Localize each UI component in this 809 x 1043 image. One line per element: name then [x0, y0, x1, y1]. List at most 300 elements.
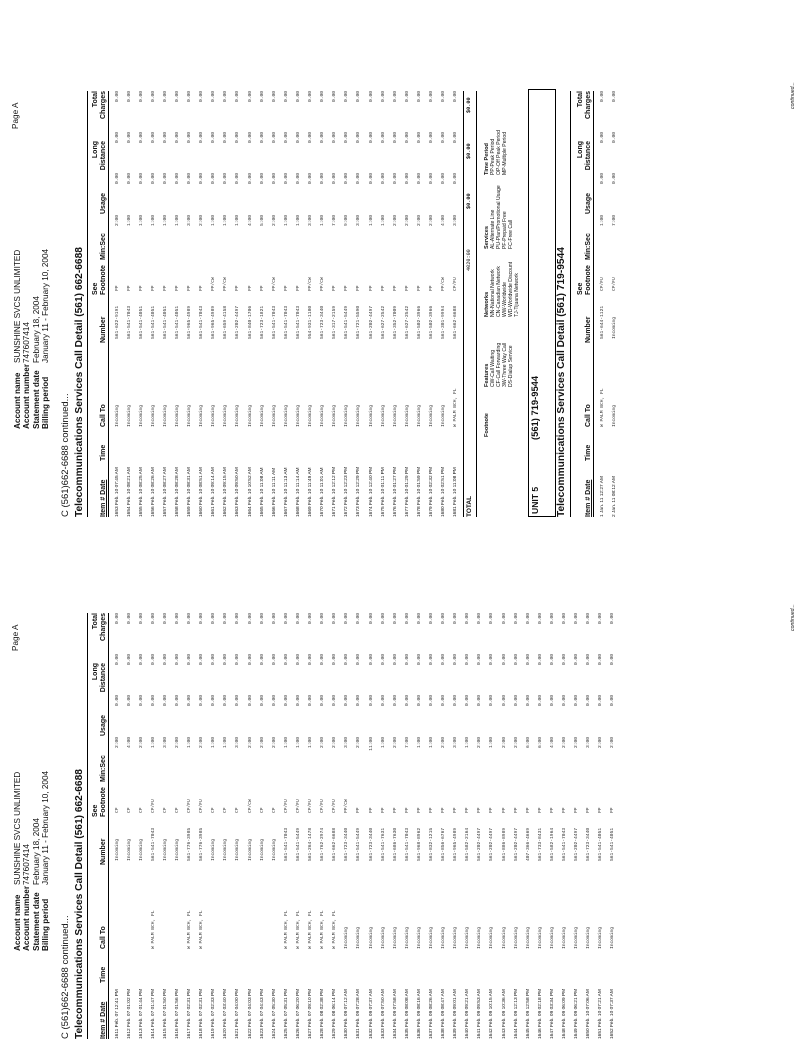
section-head: C (561)662-6688 continued... [60, 915, 71, 1039]
call-cell: 0.00 [138, 654, 144, 666]
call-cell: 3:00 [586, 737, 592, 749]
call-cell: 0.00 [489, 654, 495, 666]
call-cell: 0.00 [465, 613, 471, 625]
call-cell: 0.00 [259, 91, 265, 103]
call-row [329, 91, 341, 517]
call-cell: 561-762-2974 [320, 827, 326, 861]
call-cell: 561-352-7009 [392, 305, 398, 339]
call-cell: 1663 Feb. 10 09:50 AM [235, 467, 241, 517]
unit-section-title: Telecommunications Services Call Detail (561) 719-9544 [556, 247, 567, 517]
call-cell: 1:00 [150, 215, 156, 227]
call-cell: 1630 Feb. 09 07:12 AM [344, 989, 350, 1039]
call-cell: 2:00 [259, 737, 265, 749]
call-row [147, 91, 159, 517]
col-item-date: Item # Date [585, 479, 592, 517]
call-cell: 1634 Feb. 09 07:58 AM [392, 989, 398, 1039]
call-cell: PP/CW [211, 277, 217, 291]
call-cell: 2:00 [247, 737, 253, 749]
call-row [244, 613, 256, 1039]
total-long-distance: $0.00 [466, 143, 472, 159]
call-cell: 1:00 [235, 215, 241, 227]
call-cell: 1:00 [428, 737, 434, 749]
col-number: Number [100, 838, 107, 865]
call-cell: 0.00 [549, 613, 555, 625]
call-cell: W PALM BCH, FL [150, 910, 156, 949]
call-cell: 1623 Feb. 07 04:43 PM [259, 988, 265, 1039]
call-cell: 561-965-4989 [211, 305, 217, 339]
call-cell [171, 861, 183, 949]
call-cell: 0.00 [404, 132, 410, 144]
call-row [389, 613, 401, 1039]
call-cell: 561-202-4497 [235, 305, 241, 339]
call-cell: 0.00 [537, 654, 543, 666]
call-cell: 2:00 [416, 215, 422, 227]
call-row [450, 91, 462, 517]
call-row [256, 91, 268, 517]
call-cell: 0.00 [259, 132, 265, 144]
call-cell: PP [477, 807, 483, 813]
call-row [522, 613, 534, 1039]
call-cell: 1661 Feb. 10 09:14 AM [211, 467, 217, 517]
call-cell: Incoming [477, 926, 483, 949]
call-cell: 1668 Feb. 10 11:14 AM [295, 467, 301, 517]
call-row [232, 91, 244, 517]
call-cell: 4:00 [247, 215, 253, 227]
call-cell: Incoming [259, 404, 265, 427]
call-cell: 0.00 [344, 173, 350, 185]
call-cell: 0.00 [441, 613, 447, 625]
call-cell: 0.00 [428, 173, 434, 185]
call-cell: 0.00 [428, 132, 434, 144]
call-cell: 1611 Feb. 07 12:41 PM [114, 989, 120, 1039]
call-row [208, 91, 220, 517]
call-cell: CP/CW [247, 799, 253, 813]
call-cell: 0.00 [549, 654, 555, 666]
call-cell: PP [247, 285, 253, 291]
call-cell: 4:00 [441, 215, 447, 227]
col-call-to: Call To [100, 926, 107, 949]
call-cell: PP [235, 285, 241, 291]
call-row [280, 613, 292, 1039]
call-cell: 0.00 [368, 91, 374, 103]
call-cell: 0.00 [368, 695, 374, 707]
call-cell: 0.00 [416, 654, 422, 666]
call-cell: 0.00 [199, 613, 205, 625]
total-row [464, 91, 475, 517]
call-cell: CP [138, 807, 144, 813]
call-cell: 0.00 [453, 613, 459, 625]
call-cell: Incoming [392, 926, 398, 949]
call-cell: Incoming [428, 404, 434, 427]
call-cell: 1625 Feb. 07 05:31 PM [283, 988, 289, 1039]
call-cell: Incoming [223, 838, 229, 861]
call-cell: 1 Jan. 11 12:27 AM [599, 476, 605, 517]
call-cell: 1:00 [138, 215, 144, 227]
call-cell: Incoming [175, 838, 181, 861]
call-cell [159, 861, 171, 949]
call-cell: 1642 Feb. 09 10:15 AM [489, 989, 495, 1039]
statement-date-label: Statement date [31, 892, 41, 951]
title-rule [87, 91, 88, 517]
col-footnote: See Footnote [92, 787, 107, 817]
call-cell: 0.00 [223, 132, 229, 144]
call-cell: 0.00 [513, 695, 519, 707]
call-cell: 0.00 [344, 613, 350, 625]
call-cell: 561-541-4051 [138, 305, 144, 339]
header-rule [108, 613, 109, 1039]
call-cell: 3:00 [162, 737, 168, 749]
call-cell: 1631 Feb. 09 07:28 AM [356, 989, 362, 1039]
call-row [558, 613, 570, 1039]
call-cell: 0.00 [562, 613, 568, 625]
call-row [292, 91, 304, 517]
call-cell: 0.00 [598, 613, 604, 625]
call-row [184, 91, 196, 517]
title-rule [87, 613, 88, 1039]
call-cell [268, 861, 280, 949]
call-cell: 561-202-4497 [477, 827, 483, 861]
call-row [196, 91, 208, 517]
call-cell: Incoming [380, 926, 386, 949]
unit-title-rule [570, 91, 571, 517]
call-cell: Incoming [138, 838, 144, 861]
call-cell: 1616 Feb. 07 01:56 PM [175, 988, 181, 1039]
call-row [377, 613, 389, 1039]
call-cell: PP [513, 807, 519, 813]
call-row [220, 91, 232, 517]
call-cell: CP [211, 807, 217, 813]
call-cell: 0.00 [489, 613, 495, 625]
call-cell: 0.00 [187, 654, 193, 666]
call-cell: 0.00 [611, 91, 617, 103]
call-cell: 9:00 [344, 215, 350, 227]
call-cell: 0.00 [525, 654, 531, 666]
call-cell: PP [404, 807, 410, 813]
call-cell: 0.00 [138, 132, 144, 144]
call-cell: 1645 Feb. 09 12:58 PM [525, 988, 531, 1039]
call-cell: 1:00 [320, 215, 326, 227]
call-cell: 0.00 [598, 654, 604, 666]
call-cell: 0.00 [247, 173, 253, 185]
call-cell: 0.00 [392, 695, 398, 707]
continued-label: continued... [790, 604, 796, 631]
call-cell: 0.00 [211, 173, 217, 185]
call-cell: 561-541-7043 [295, 305, 301, 339]
call-row [171, 91, 183, 517]
call-cell: Incoming [308, 404, 314, 427]
call-cell: 0.00 [175, 654, 181, 666]
call-cell: 0.00 [525, 613, 531, 625]
call-cell: 0.00 [598, 695, 604, 707]
account-number-value: 747607414 [22, 322, 32, 363]
call-cell: 1633 Feb. 09 07:50 AM [380, 989, 386, 1039]
call-cell: CP [235, 807, 241, 813]
call-cell: 1636 Feb. 09 08:16 AM [416, 989, 422, 1039]
call-cell: 0.00 [380, 173, 386, 185]
call-cell: 1:00 [175, 215, 181, 227]
call-cell: PP [295, 285, 301, 291]
call-cell: 561-582-1964 [549, 827, 555, 861]
call-row [135, 613, 147, 1039]
call-cell: CP [259, 807, 265, 813]
call-cell: 1614 Feb. 07 01:47 PM [150, 988, 156, 1039]
call-cell: 0.00 [114, 654, 120, 666]
call-cell: 0.00 [356, 173, 362, 185]
call-cell: Incoming [332, 404, 338, 427]
call-cell: 561-723-3440 [320, 305, 326, 339]
call-cell: 561-541-5449 [344, 305, 350, 339]
call-cell: CP/FU [453, 277, 459, 291]
call-cell: 0.00 [114, 613, 120, 625]
call-cell: 1620 Feb. 07 03:40 PM [223, 988, 229, 1039]
call-cell: 2:00 [513, 737, 519, 749]
call-cell: 0.00 [295, 132, 301, 144]
call-cell [208, 861, 220, 949]
call-cell: 1658 Feb. 10 08:28 AM [175, 467, 181, 517]
call-cell: 1646 Feb. 09 02:18 PM [537, 988, 543, 1039]
call-cell: PP [416, 807, 422, 813]
section-title: Telecommunications Services Call Detail (561) 662-6688 [74, 247, 85, 517]
call-cell: 0.00 [416, 173, 422, 185]
col-long-distance: Long Distance [92, 141, 107, 171]
statement-date-label: Statement date [31, 370, 41, 429]
call-cell: 0.00 [368, 613, 374, 625]
total-rule-bottom [476, 91, 477, 517]
call-cell: Incoming [271, 404, 277, 427]
call-cell: 0.00 [441, 654, 447, 666]
call-cell: 1653 Feb. 10 07:45 AM [114, 467, 120, 517]
call-cell: 0.00 [283, 173, 289, 185]
call-cell: 3:00 [308, 215, 314, 227]
total-charges: $0.00 [466, 97, 472, 113]
call-cell: CP [271, 807, 277, 813]
call-cell: 1643 Feb. 09 10:36 AM [501, 989, 507, 1039]
call-cell: PP [525, 807, 531, 813]
call-cell: 2:00 [392, 737, 398, 749]
call-cell: 0.00 [114, 173, 120, 185]
call-cell: W PALM BCH, FL [308, 910, 314, 949]
call-row [583, 613, 595, 1039]
call-cell: 0.00 [162, 695, 168, 707]
col-min-sec: Min:Sec [100, 233, 107, 260]
call-row [329, 613, 341, 1039]
call-cell: 0.00 [175, 173, 181, 185]
call-cell: 561-541-4051 [175, 305, 181, 339]
call-cell: 0.00 [574, 695, 580, 707]
call-cell: 0.00 [114, 132, 120, 144]
call-cell: PP [356, 807, 362, 813]
call-cell: Incoming [271, 838, 277, 861]
call-cell: Incoming [295, 404, 301, 427]
call-cell: 0.00 [332, 613, 338, 625]
call-cell: 0.00 [477, 695, 483, 707]
call-cell: 954-931-1180 [308, 305, 314, 339]
call-cell: 0.00 [283, 613, 289, 625]
statement-date-value: February 18, 2004 [31, 296, 41, 363]
call-cell: 561-662-6688 [332, 827, 338, 861]
call-cell: 561-541-7043 [199, 305, 205, 339]
call-cell: 1667 Feb. 10 11:13 AM [283, 467, 289, 517]
call-cell: CP [223, 807, 229, 813]
call-cell: 0.00 [235, 613, 241, 625]
call-cell: 2:00 [392, 215, 398, 227]
col-call-to: Call To [100, 404, 107, 427]
call-cell: 0.00 [247, 654, 253, 666]
call-cell: W PALM BCH, FL [283, 910, 289, 949]
call-cell: Incoming [114, 404, 120, 427]
call-row [365, 91, 377, 517]
call-cell: 0.00 [247, 613, 253, 625]
call-cell: 0.00 [599, 173, 605, 185]
call-cell: Incoming [344, 926, 350, 949]
call-cell: 2:00 [175, 737, 181, 749]
call-row [571, 613, 583, 1039]
call-cell: CP/FU [611, 277, 617, 291]
call-cell: Incoming [598, 926, 604, 949]
call-cell: 1619 Feb. 07 02:33 PM [211, 988, 217, 1039]
call-cell: 0.00 [344, 654, 350, 666]
call-cell: 7:00 [404, 737, 410, 749]
call-row [474, 613, 486, 1039]
call-cell: 0.00 [114, 91, 120, 103]
call-row [596, 91, 608, 517]
unit-phone: (561) 719-9544 [529, 375, 540, 440]
call-cell: 1613 Feb. 07 01:44 PM [138, 988, 144, 1039]
section-title: Telecommunications Services Call Detail (561) 662-6688 [74, 769, 85, 1039]
call-cell: 561-502-3966 [428, 305, 434, 339]
call-cell: 0.00 [416, 613, 422, 625]
call-cell: 0.00 [428, 91, 434, 103]
total-label: TOTAL [466, 495, 473, 517]
call-cell: 0.00 [489, 695, 495, 707]
call-cell: 4:00 [549, 737, 555, 749]
call-cell: 0.00 [562, 695, 568, 707]
call-cell: W PALM BCH, FL [332, 910, 338, 949]
call-cell: 1:00 [308, 737, 314, 749]
statement-date-value: February 18, 2004 [31, 818, 41, 885]
call-cell: CP/FU [187, 799, 193, 813]
call-cell: 0.00 [465, 654, 471, 666]
call-cell: 1618 Feb. 07 02:31 PM [199, 988, 205, 1039]
call-cell: 0.00 [126, 613, 132, 625]
call-cell: Incoming [187, 404, 193, 427]
call-cell: Incoming [259, 838, 265, 861]
call-cell: Incoming [235, 838, 241, 861]
call-cell: 1621 Feb. 07 04:00 PM [235, 988, 241, 1039]
call-cell: 0.00 [295, 654, 301, 666]
call-cell: CP/FU [308, 799, 314, 813]
call-row [486, 613, 498, 1039]
call-cell: 1:00 [211, 737, 217, 749]
call-cell: 2:00 [428, 215, 434, 227]
call-cell: 0.00 [392, 173, 398, 185]
call-cell: 561-541-7043 [150, 827, 156, 861]
call-cell: 2:00 [271, 737, 277, 749]
call-cell: Incoming [126, 838, 132, 861]
call-row [305, 91, 317, 517]
call-row [123, 91, 135, 517]
account-number-label: Account number [22, 885, 32, 951]
call-cell: 1:00 [295, 215, 301, 227]
call-cell: Incoming [611, 404, 617, 427]
call-row [365, 613, 377, 1039]
call-cell: 0.00 [175, 91, 181, 103]
call-cell: Incoming [586, 926, 592, 949]
call-cell: 0.00 [392, 613, 398, 625]
call-cell: 0.00 [295, 91, 301, 103]
call-cell: 1629 Feb. 08 06:14 PM [332, 988, 338, 1039]
call-cell: 0.00 [586, 654, 592, 666]
col-min-sec: Min:Sec [100, 755, 107, 782]
call-cell: CP/FU [599, 277, 605, 291]
call-cell: 0.00 [308, 654, 314, 666]
call-cell: 1:00 [211, 215, 217, 227]
call-cell: 0.00 [138, 695, 144, 707]
account-name-label: Account name [13, 372, 22, 429]
call-row [123, 613, 135, 1039]
call-cell: 0.00 [199, 132, 205, 144]
call-row [462, 613, 474, 1039]
call-cell: 561-541-7043 [126, 305, 132, 339]
call-cell: 561-723-3440 [344, 827, 350, 861]
call-cell: 0.00 [610, 695, 616, 707]
call-cell: PP [162, 285, 168, 291]
call-cell: 0.00 [380, 695, 386, 707]
call-cell: 0.00 [150, 695, 156, 707]
call-cell: 561-776-3985 [187, 827, 193, 861]
call-cell [123, 861, 135, 949]
call-cell: 0.00 [320, 613, 326, 625]
call-cell: 0.00 [441, 695, 447, 707]
call-cell: 3:00 [187, 215, 193, 227]
call-cell: 0.00 [610, 613, 616, 625]
col-usage: Usage [100, 714, 107, 736]
call-cell: 1640 Feb. 09 09:21 AM [465, 989, 471, 1039]
call-cell: 0.00 [320, 654, 326, 666]
call-cell: Incoming [247, 838, 253, 861]
call-cell: W PALM BCH, FL [199, 910, 205, 949]
unit-box [528, 89, 556, 517]
call-cell: 0.00 [138, 173, 144, 185]
call-cell: 2:00 [574, 737, 580, 749]
col-time: Time [100, 444, 107, 461]
call-cell: 0.00 [586, 613, 592, 625]
call-cell: 0.00 [235, 91, 241, 103]
call-cell: 1:00 [416, 737, 422, 749]
col-usage: Usage [585, 192, 592, 214]
call-cell: 1669 Feb. 10 11:49 AM [308, 467, 314, 517]
call-cell: 0.00 [356, 91, 362, 103]
call-row [111, 91, 123, 517]
call-cell: 1644 Feb. 09 12:13 PM [513, 988, 519, 1039]
call-cell: 561-541-7043 [562, 827, 568, 861]
call-row [317, 91, 329, 517]
call-cell: Incoming [235, 404, 241, 427]
call-cell: 1:00 [162, 215, 168, 227]
call-cell: 1674 Feb. 10 12:40 PM [368, 466, 374, 517]
call-row [292, 613, 304, 1039]
call-cell: PP [428, 807, 434, 813]
call-row [159, 91, 171, 517]
call-row [171, 613, 183, 1039]
call-cell: 0.00 [320, 173, 326, 185]
call-cell: 1:00 [283, 737, 289, 749]
call-cell: 0.00 [416, 91, 422, 103]
call-cell: 561-965-4989 [453, 827, 459, 861]
call-row [159, 613, 171, 1039]
call-cell: 561-502-3966 [416, 305, 422, 339]
call-cell: 0.00 [126, 132, 132, 144]
